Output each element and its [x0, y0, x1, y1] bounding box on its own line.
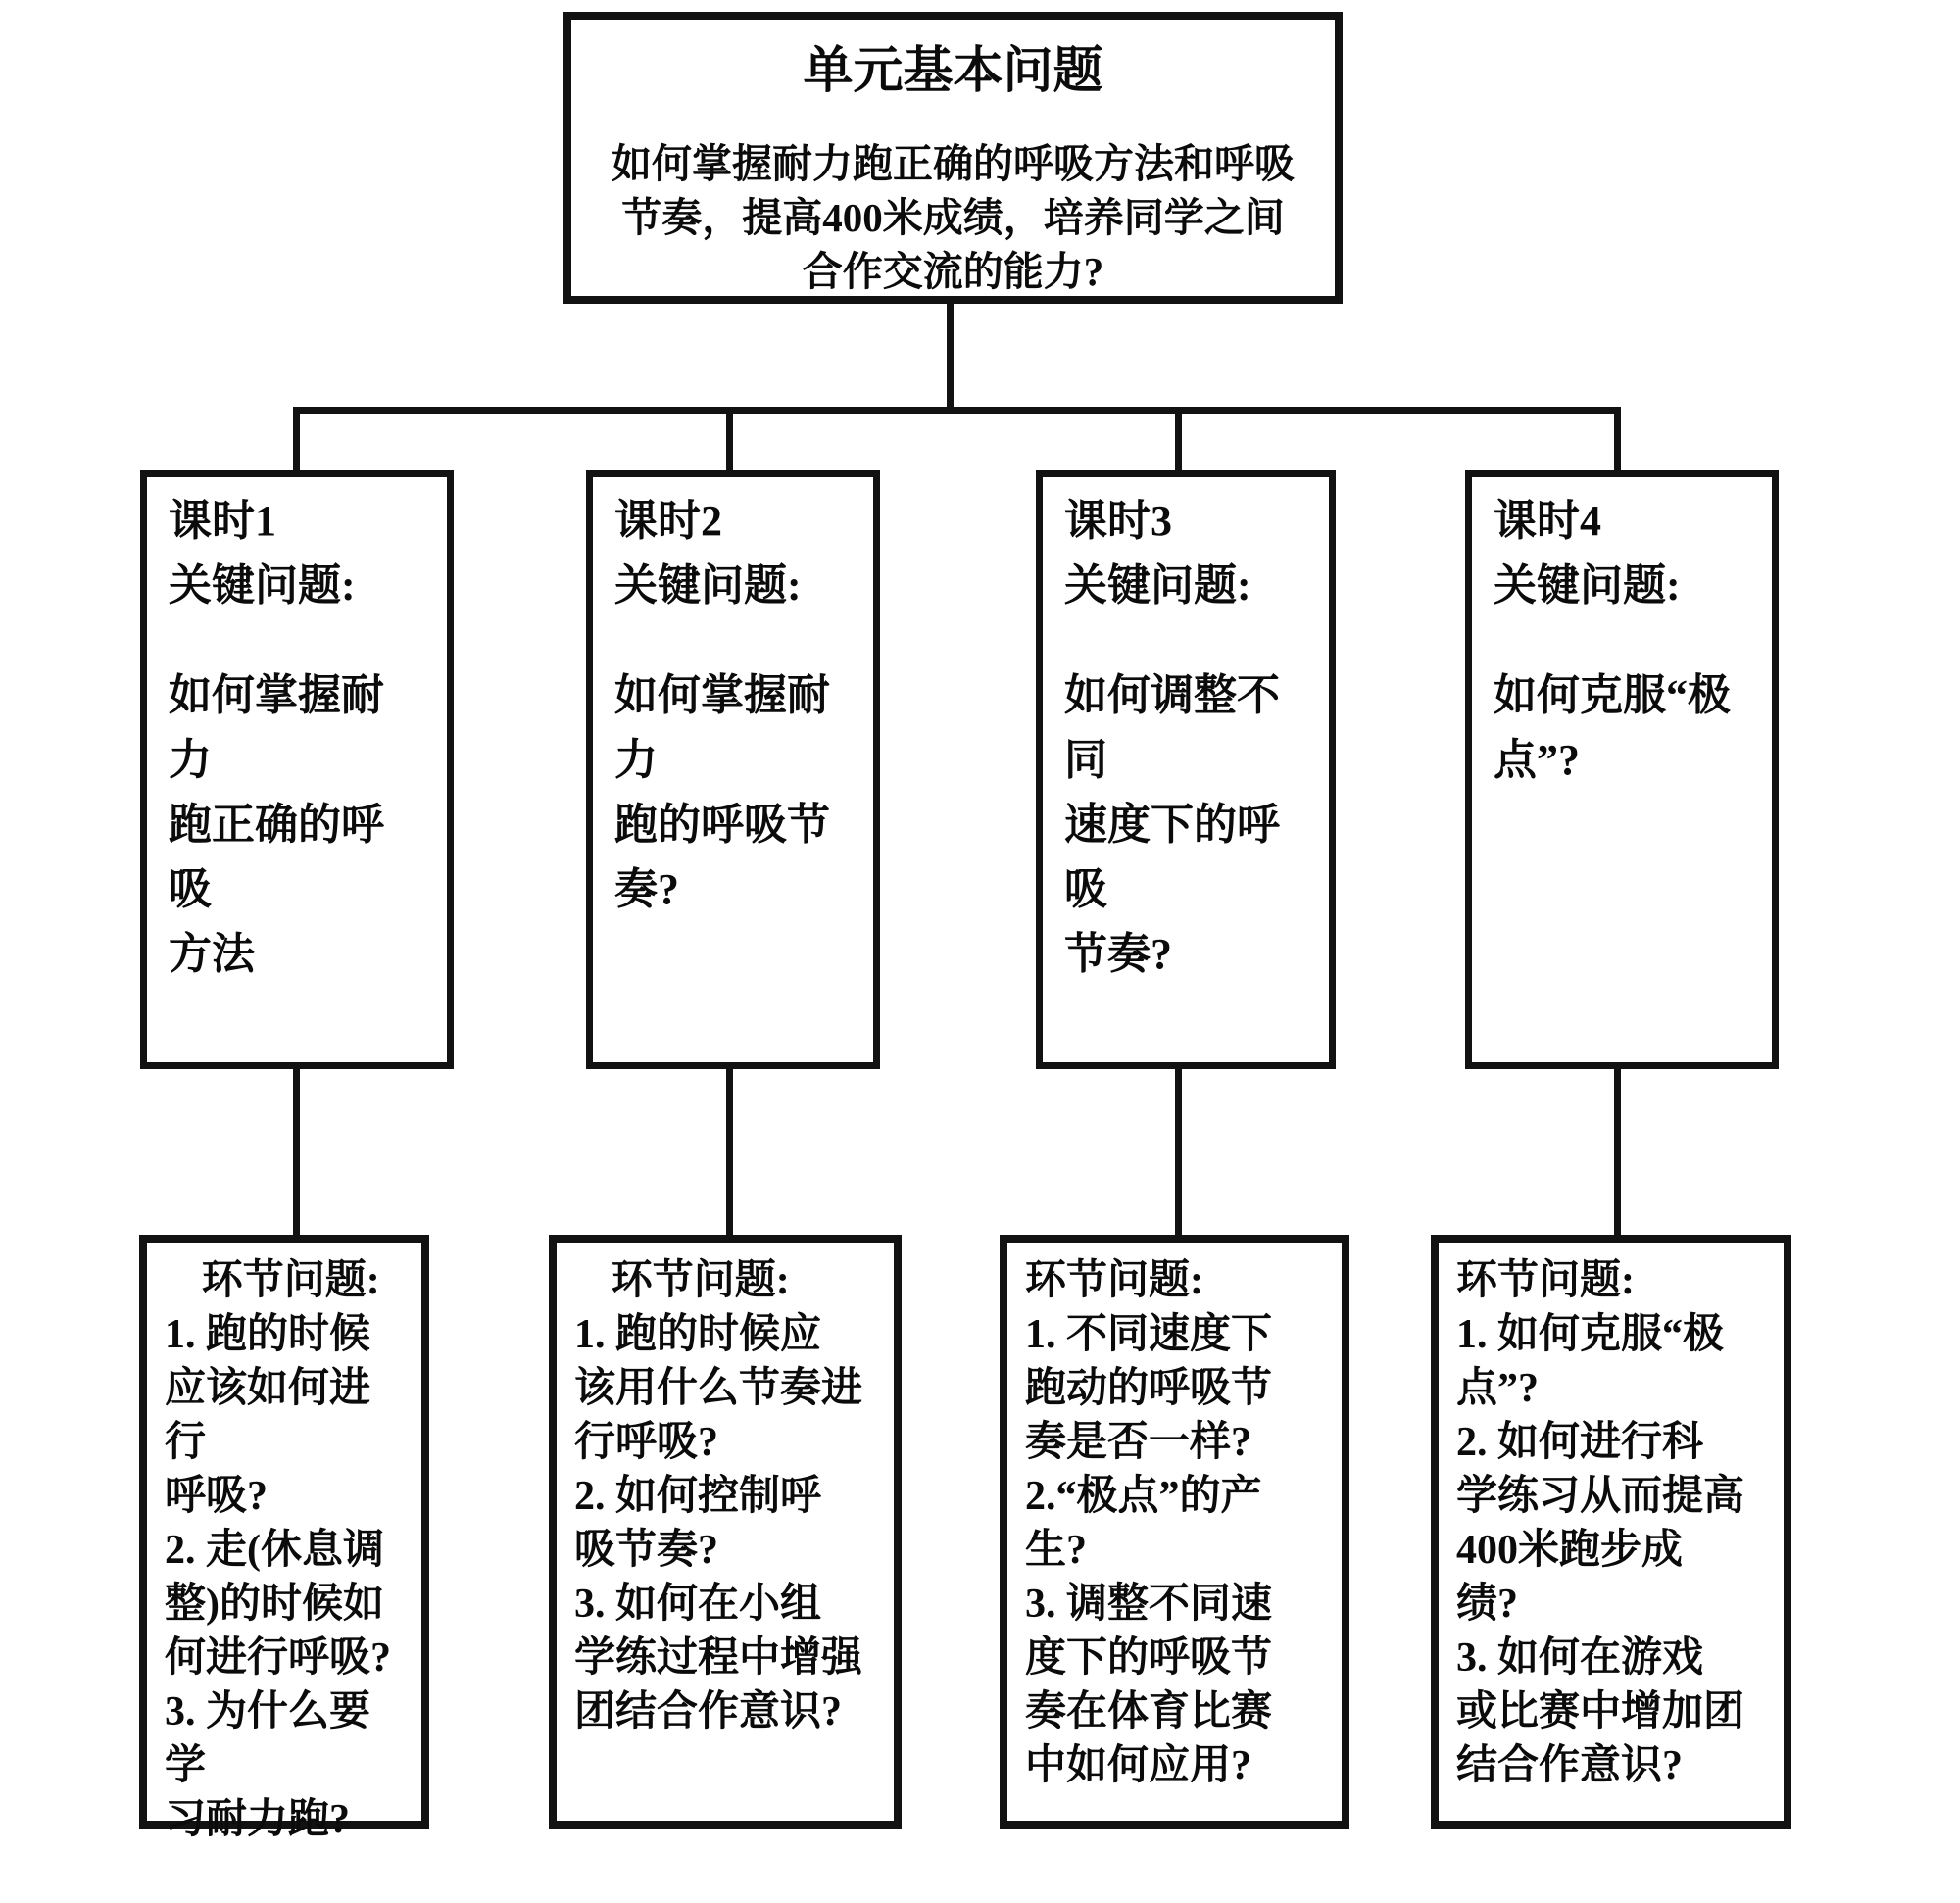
segment-1-header: 环节问题:	[201, 1258, 380, 1303]
segment-3-item-1: 1. 不同速度下 跑动的呼吸节 奏是否一样?	[1025, 1312, 1273, 1465]
segment-questions-box-2	[549, 1235, 902, 1829]
unit-question-body: 如何掌握耐力跑正确的呼吸方法和呼吸 节奏，提高400米成绩，培养同学之间 合作交流的能力?	[612, 141, 1295, 294]
connector-drop-lesson1-line	[293, 407, 300, 475]
lesson-box-4	[1465, 470, 1779, 1069]
segment-1-item-2: 2. 走(休息调 整)的时候如 何进行呼吸?	[165, 1528, 392, 1681]
segment-2-item-2: 2. 如何控制呼 吸节奏?	[574, 1474, 822, 1573]
lesson-3-label: 课时3	[1064, 497, 1172, 545]
lesson-2-subtitle: 关键问题:	[614, 561, 802, 610]
connector-lesson1-segment1-line	[293, 1064, 300, 1239]
unit-question-box	[564, 12, 1343, 304]
connector-lesson4-segment4-line	[1614, 1064, 1621, 1239]
lesson-1-label: 课时1	[169, 497, 276, 545]
lesson-box-1	[140, 470, 454, 1069]
segment-3-header: 环节问题:	[1025, 1258, 1203, 1303]
lesson-3-question: 如何调整不同 速度下的呼吸 节奏?	[1064, 671, 1280, 978]
lesson-3-subtitle: 关键问题:	[1064, 561, 1251, 610]
connector-horizontal-rail-line	[293, 407, 1621, 414]
lesson-1-question: 如何掌握耐力 跑正确的呼吸 方法	[169, 671, 384, 978]
segment-4-item-2: 2. 如何进行科 学练习从而提高 400米跑步成 绩?	[1456, 1420, 1745, 1627]
segment-3-item-2: 2.“极点”的产 生?	[1025, 1474, 1262, 1573]
lesson-4-question: 如何克服“极 点”?	[1494, 671, 1731, 784]
segment-questions-box-4	[1431, 1235, 1791, 1829]
segment-questions-box-3	[1000, 1235, 1349, 1829]
segment-2-header: 环节问题:	[611, 1258, 790, 1303]
lesson-4-subtitle: 关键问题:	[1494, 561, 1681, 610]
segment-questions-box-1	[139, 1235, 429, 1842]
segment-2-item-3: 3. 如何在小组 学练过程中增强 团结合作意识?	[574, 1582, 863, 1734]
connector-drop-lesson4-line	[1614, 407, 1621, 475]
lesson-box-3	[1036, 470, 1336, 1069]
lesson-4-label: 课时4	[1494, 497, 1601, 545]
connector-drop-lesson3-line	[1175, 407, 1182, 475]
segment-4-item-1: 1. 如何克服“极 点”?	[1456, 1312, 1725, 1411]
segment-2-item-1: 1. 跑的时候应 该用什么节奏进 行呼吸?	[574, 1312, 863, 1465]
segment-1-item-3: 3. 为什么要学 习耐力跑?	[165, 1689, 371, 1842]
segment-4-header: 环节问题:	[1456, 1258, 1635, 1303]
connector-lesson3-segment3-line	[1175, 1064, 1182, 1239]
lesson-box-2	[586, 470, 880, 1069]
lesson-2-question: 如何掌握耐力 跑的呼吸节 奏?	[614, 671, 830, 913]
lesson-2-label: 课时2	[614, 497, 722, 545]
connector-drop-lesson2-line	[726, 407, 733, 475]
unit-question-title: 单元基本问题	[803, 44, 1103, 99]
connector-lesson2-segment2-line	[726, 1064, 733, 1239]
segment-3-item-3: 3. 调整不同速 度下的呼吸节 奏在体育比赛 中如何应用?	[1025, 1582, 1273, 1788]
segment-1-item-1: 1. 跑的时候 应该如何进行 呼吸?	[165, 1312, 371, 1519]
segment-4-item-3: 3. 如何在游戏 或比赛中增加团 结合作意识?	[1456, 1635, 1745, 1788]
lesson-1-subtitle: 关键问题:	[169, 561, 356, 610]
connector-root-stem-line	[947, 298, 954, 414]
